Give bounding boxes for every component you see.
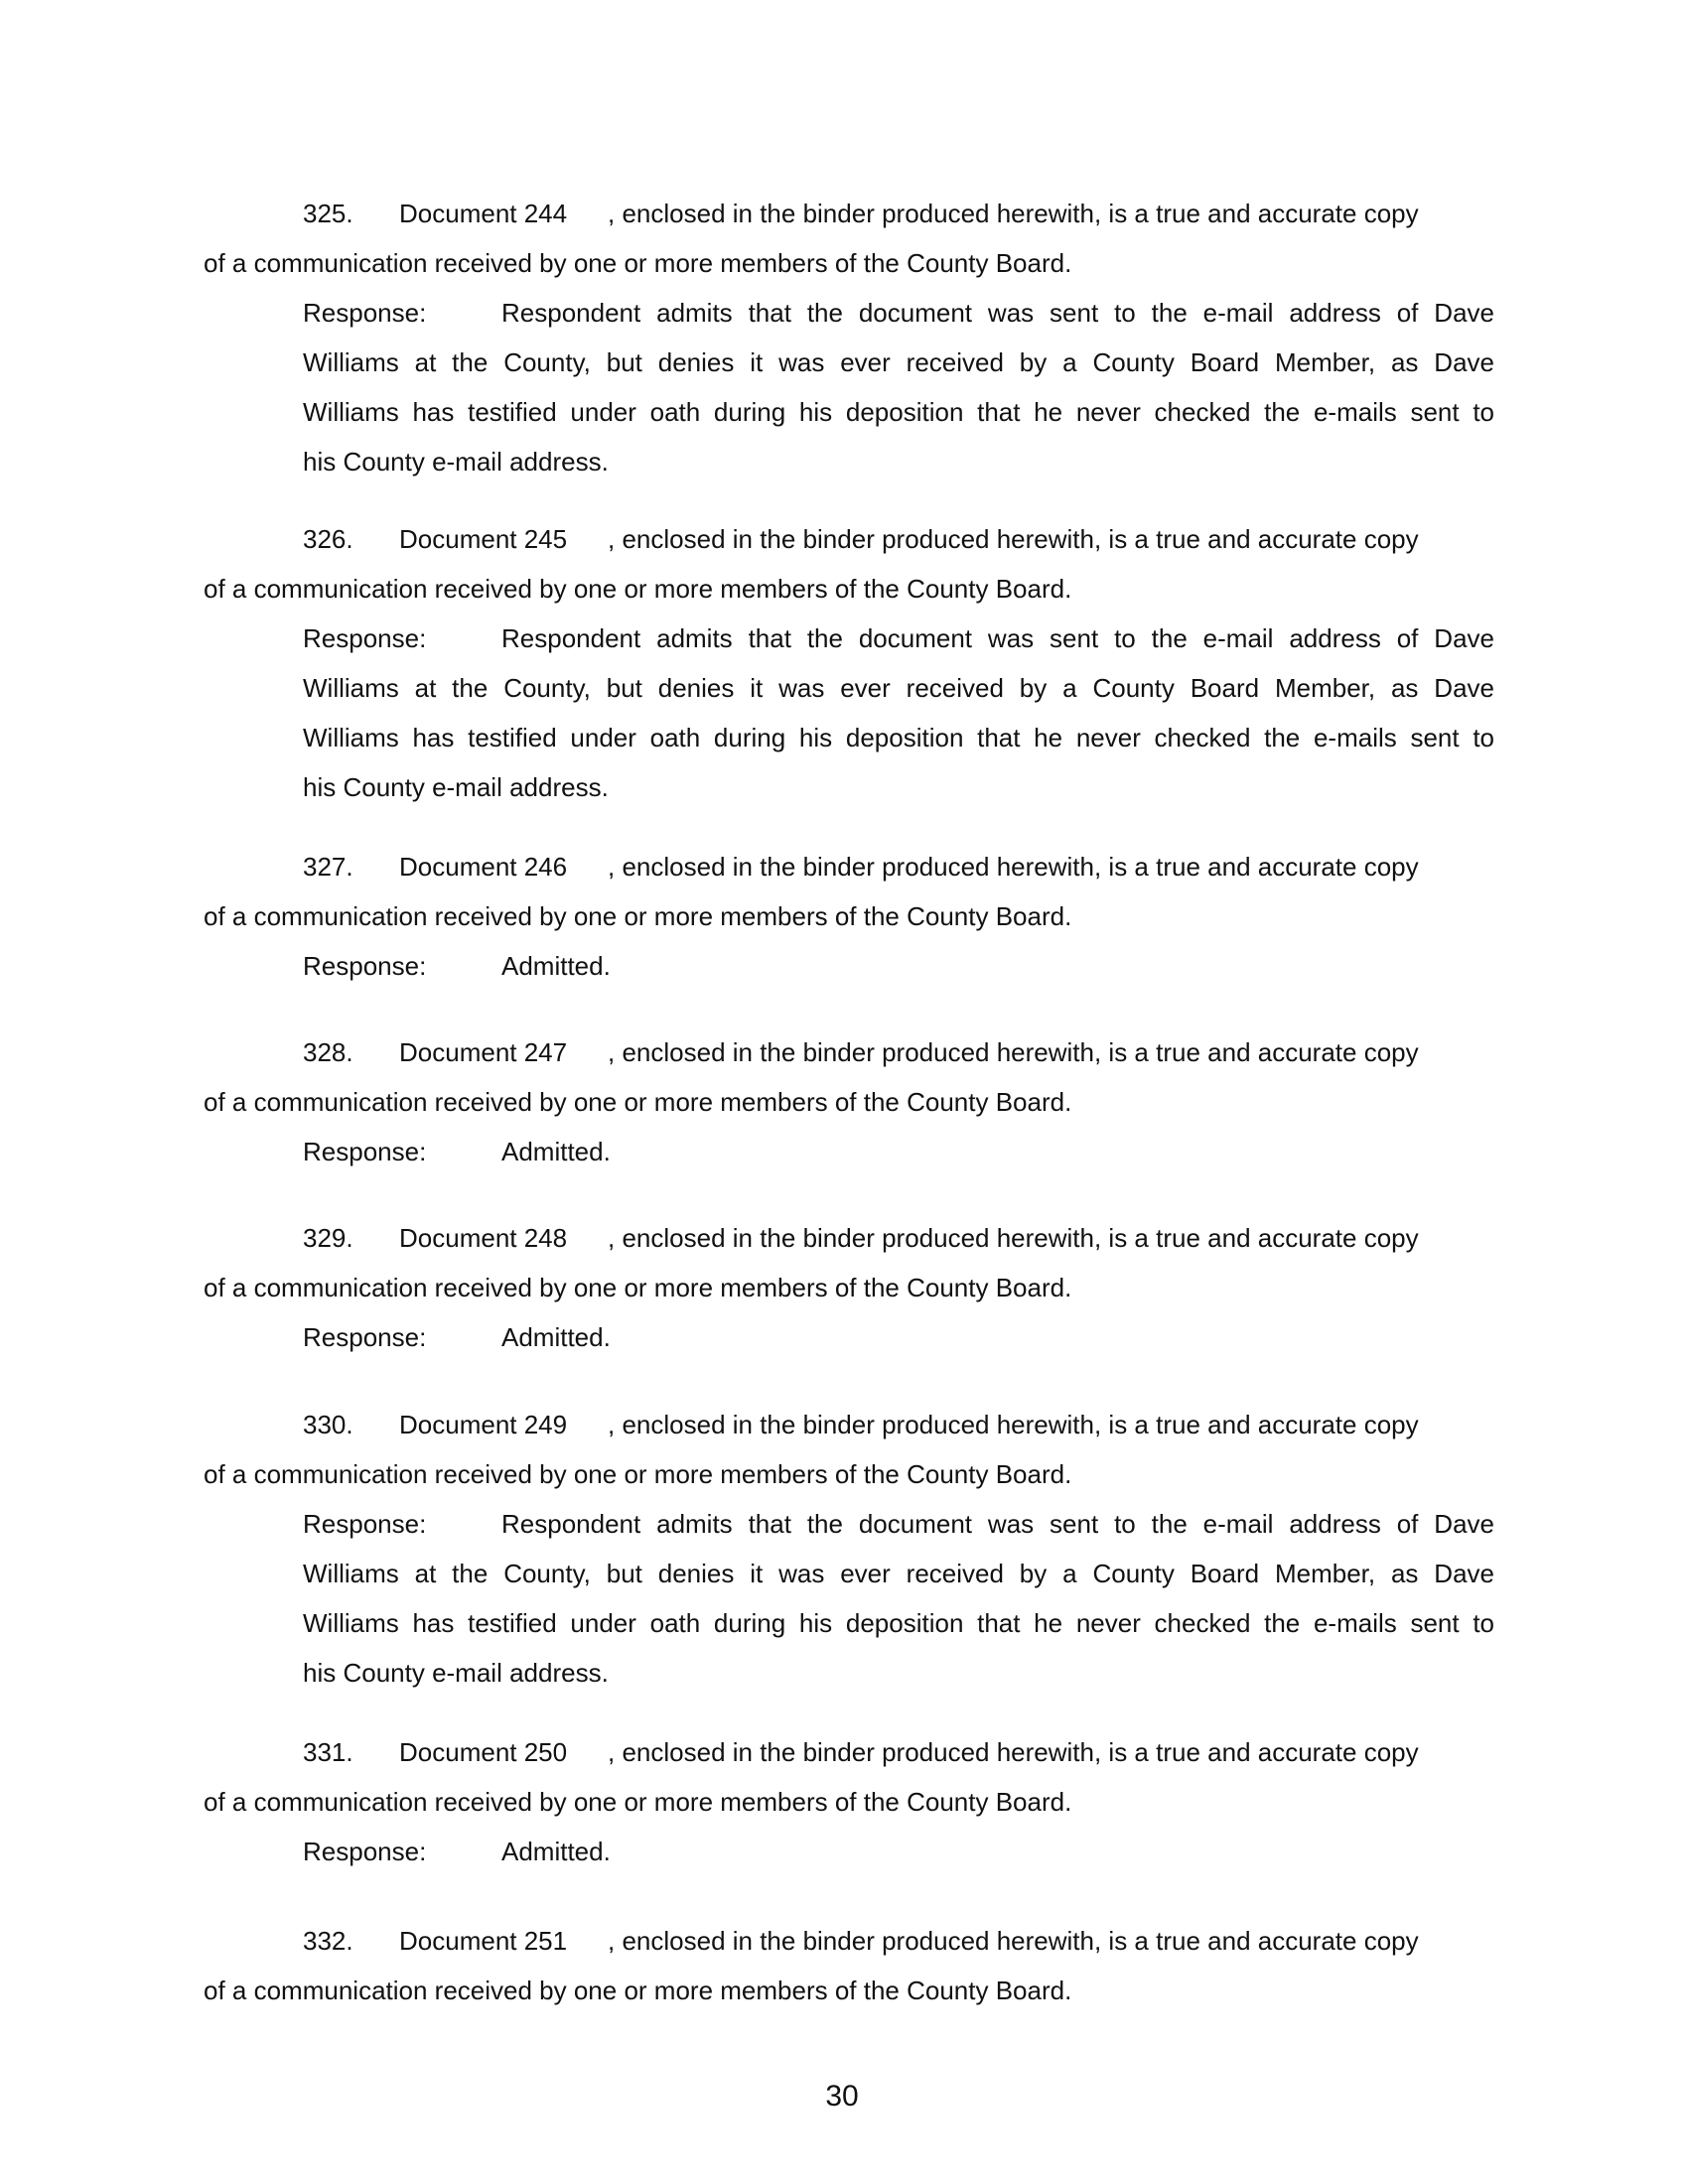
response-text: Williams has testified under oath during his deposition that he never checked the e-mails sent to — [303, 1608, 1494, 1638]
response-text: Admitted. — [501, 1837, 611, 1866]
response — [303, 1127, 1494, 1176]
response — [303, 1499, 1494, 1698]
response-text: his County e-mail address. — [303, 772, 609, 802]
request-number: 327. — [303, 852, 353, 882]
request-327 — [204, 842, 1494, 991]
document-reference: Document 246 — [399, 852, 568, 882]
response — [303, 941, 1494, 991]
response-label: Response: — [303, 623, 427, 653]
request-332 — [204, 1916, 1494, 2015]
response-label: Response: — [303, 1137, 427, 1166]
response-text: Williams has testified under oath during his deposition that he never checked the e-mails sent to — [303, 397, 1494, 427]
response-text: Respondent admits that the document was sent to the e-mail address of Dave — [501, 623, 1494, 653]
document-reference: Document 245 — [399, 524, 568, 554]
page-number: 30 — [825, 2080, 859, 2113]
response-first-line — [303, 1827, 1494, 1876]
response-label: Response: — [303, 298, 427, 328]
request-text-continued: of a communication received by one or more members of the County Board. — [204, 1273, 1072, 1302]
request-325 — [204, 189, 1494, 486]
response-first-line — [303, 1127, 1494, 1176]
response-text: his County e-mail address. — [303, 447, 609, 477]
request-text: , enclosed in the binder produced herewith, is a true and accurate copy — [608, 199, 1419, 228]
response-text: his County e-mail address. — [303, 1658, 609, 1688]
document-reference: Document 250 — [399, 1737, 568, 1767]
response-text: Admitted. — [501, 951, 611, 981]
request-number: 325. — [303, 199, 353, 228]
document-reference: Document 251 — [399, 1926, 568, 1956]
request-text: , enclosed in the binder produced herewith, is a true and accurate copy — [608, 1410, 1419, 1439]
request-331 — [204, 1727, 1494, 1876]
request-328 — [204, 1027, 1494, 1176]
request-text-continued: of a communication received by one or more members of the County Board. — [204, 1459, 1072, 1489]
request-number: 330. — [303, 1410, 353, 1439]
request-326 — [204, 514, 1494, 812]
request-line — [204, 189, 1494, 238]
request-text-continued: of a communication received by one or more members of the County Board. — [204, 248, 1072, 278]
response-label: Response: — [303, 1322, 427, 1352]
response-text: Respondent admits that the document was sent to the e-mail address of Dave — [501, 298, 1494, 328]
request-number: 329. — [303, 1223, 353, 1253]
request-line — [204, 1027, 1494, 1077]
response — [303, 1312, 1494, 1362]
request-text: , enclosed in the binder produced herewith, is a true and accurate copy — [608, 1926, 1419, 1956]
request-text-continued: of a communication received by one or more members of the County Board. — [204, 1087, 1072, 1117]
request-number: 331. — [303, 1737, 353, 1767]
request-line — [204, 514, 1494, 564]
response-first-line — [303, 941, 1494, 991]
response-text: Respondent admits that the document was sent to the e-mail address of Dave — [501, 1509, 1494, 1539]
request-line — [204, 1400, 1494, 1449]
response-text: Admitted. — [501, 1322, 611, 1352]
request-text: , enclosed in the binder produced herewith, is a true and accurate copy — [608, 1737, 1419, 1767]
request-text: , enclosed in the binder produced herewith, is a true and accurate copy — [608, 852, 1419, 882]
response-first-line — [303, 1499, 1494, 1549]
response-label: Response: — [303, 1837, 427, 1866]
request-number: 332. — [303, 1926, 353, 1956]
document-reference: Document 244 — [399, 199, 568, 228]
request-text: , enclosed in the binder produced herewith, is a true and accurate copy — [608, 1037, 1419, 1067]
request-line — [204, 842, 1494, 891]
request-number: 326. — [303, 524, 353, 554]
request-text-continued: of a communication received by one or more members of the County Board. — [204, 574, 1072, 604]
request-329 — [204, 1213, 1494, 1362]
response-text: Williams has testified under oath during his deposition that he never checked the e-mails sent to — [303, 723, 1494, 752]
request-line — [204, 1916, 1494, 1966]
response-label: Response: — [303, 1509, 427, 1539]
response-first-line — [303, 1312, 1494, 1362]
response-first-line — [303, 614, 1494, 663]
request-text: , enclosed in the binder produced herewith, is a true and accurate copy — [608, 524, 1419, 554]
response-first-line — [303, 288, 1494, 338]
request-text: , enclosed in the binder produced herewith, is a true and accurate copy — [608, 1223, 1419, 1253]
request-line — [204, 1213, 1494, 1263]
request-text-continued: of a communication received by one or more members of the County Board. — [204, 1787, 1072, 1817]
document-reference: Document 248 — [399, 1223, 568, 1253]
request-number: 328. — [303, 1037, 353, 1067]
response-text: Williams at the County, but denies it was ever received by a County Board Member, as Dave — [303, 673, 1494, 703]
request-text-continued: of a communication received by one or more members of the County Board. — [204, 901, 1072, 931]
response-text: Williams at the County, but denies it was ever received by a County Board Member, as Dave — [303, 347, 1494, 377]
document-reference: Document 247 — [399, 1037, 568, 1067]
response-text: Admitted. — [501, 1137, 611, 1166]
response — [303, 288, 1494, 486]
response — [303, 614, 1494, 812]
response-text: Williams at the County, but denies it was ever received by a County Board Member, as Dave — [303, 1559, 1494, 1588]
document-reference: Document 249 — [399, 1410, 568, 1439]
request-330 — [204, 1400, 1494, 1698]
response-label: Response: — [303, 951, 427, 981]
request-line — [204, 1727, 1494, 1777]
response — [303, 1827, 1494, 1876]
request-text-continued: of a communication received by one or more members of the County Board. — [204, 1976, 1072, 2005]
